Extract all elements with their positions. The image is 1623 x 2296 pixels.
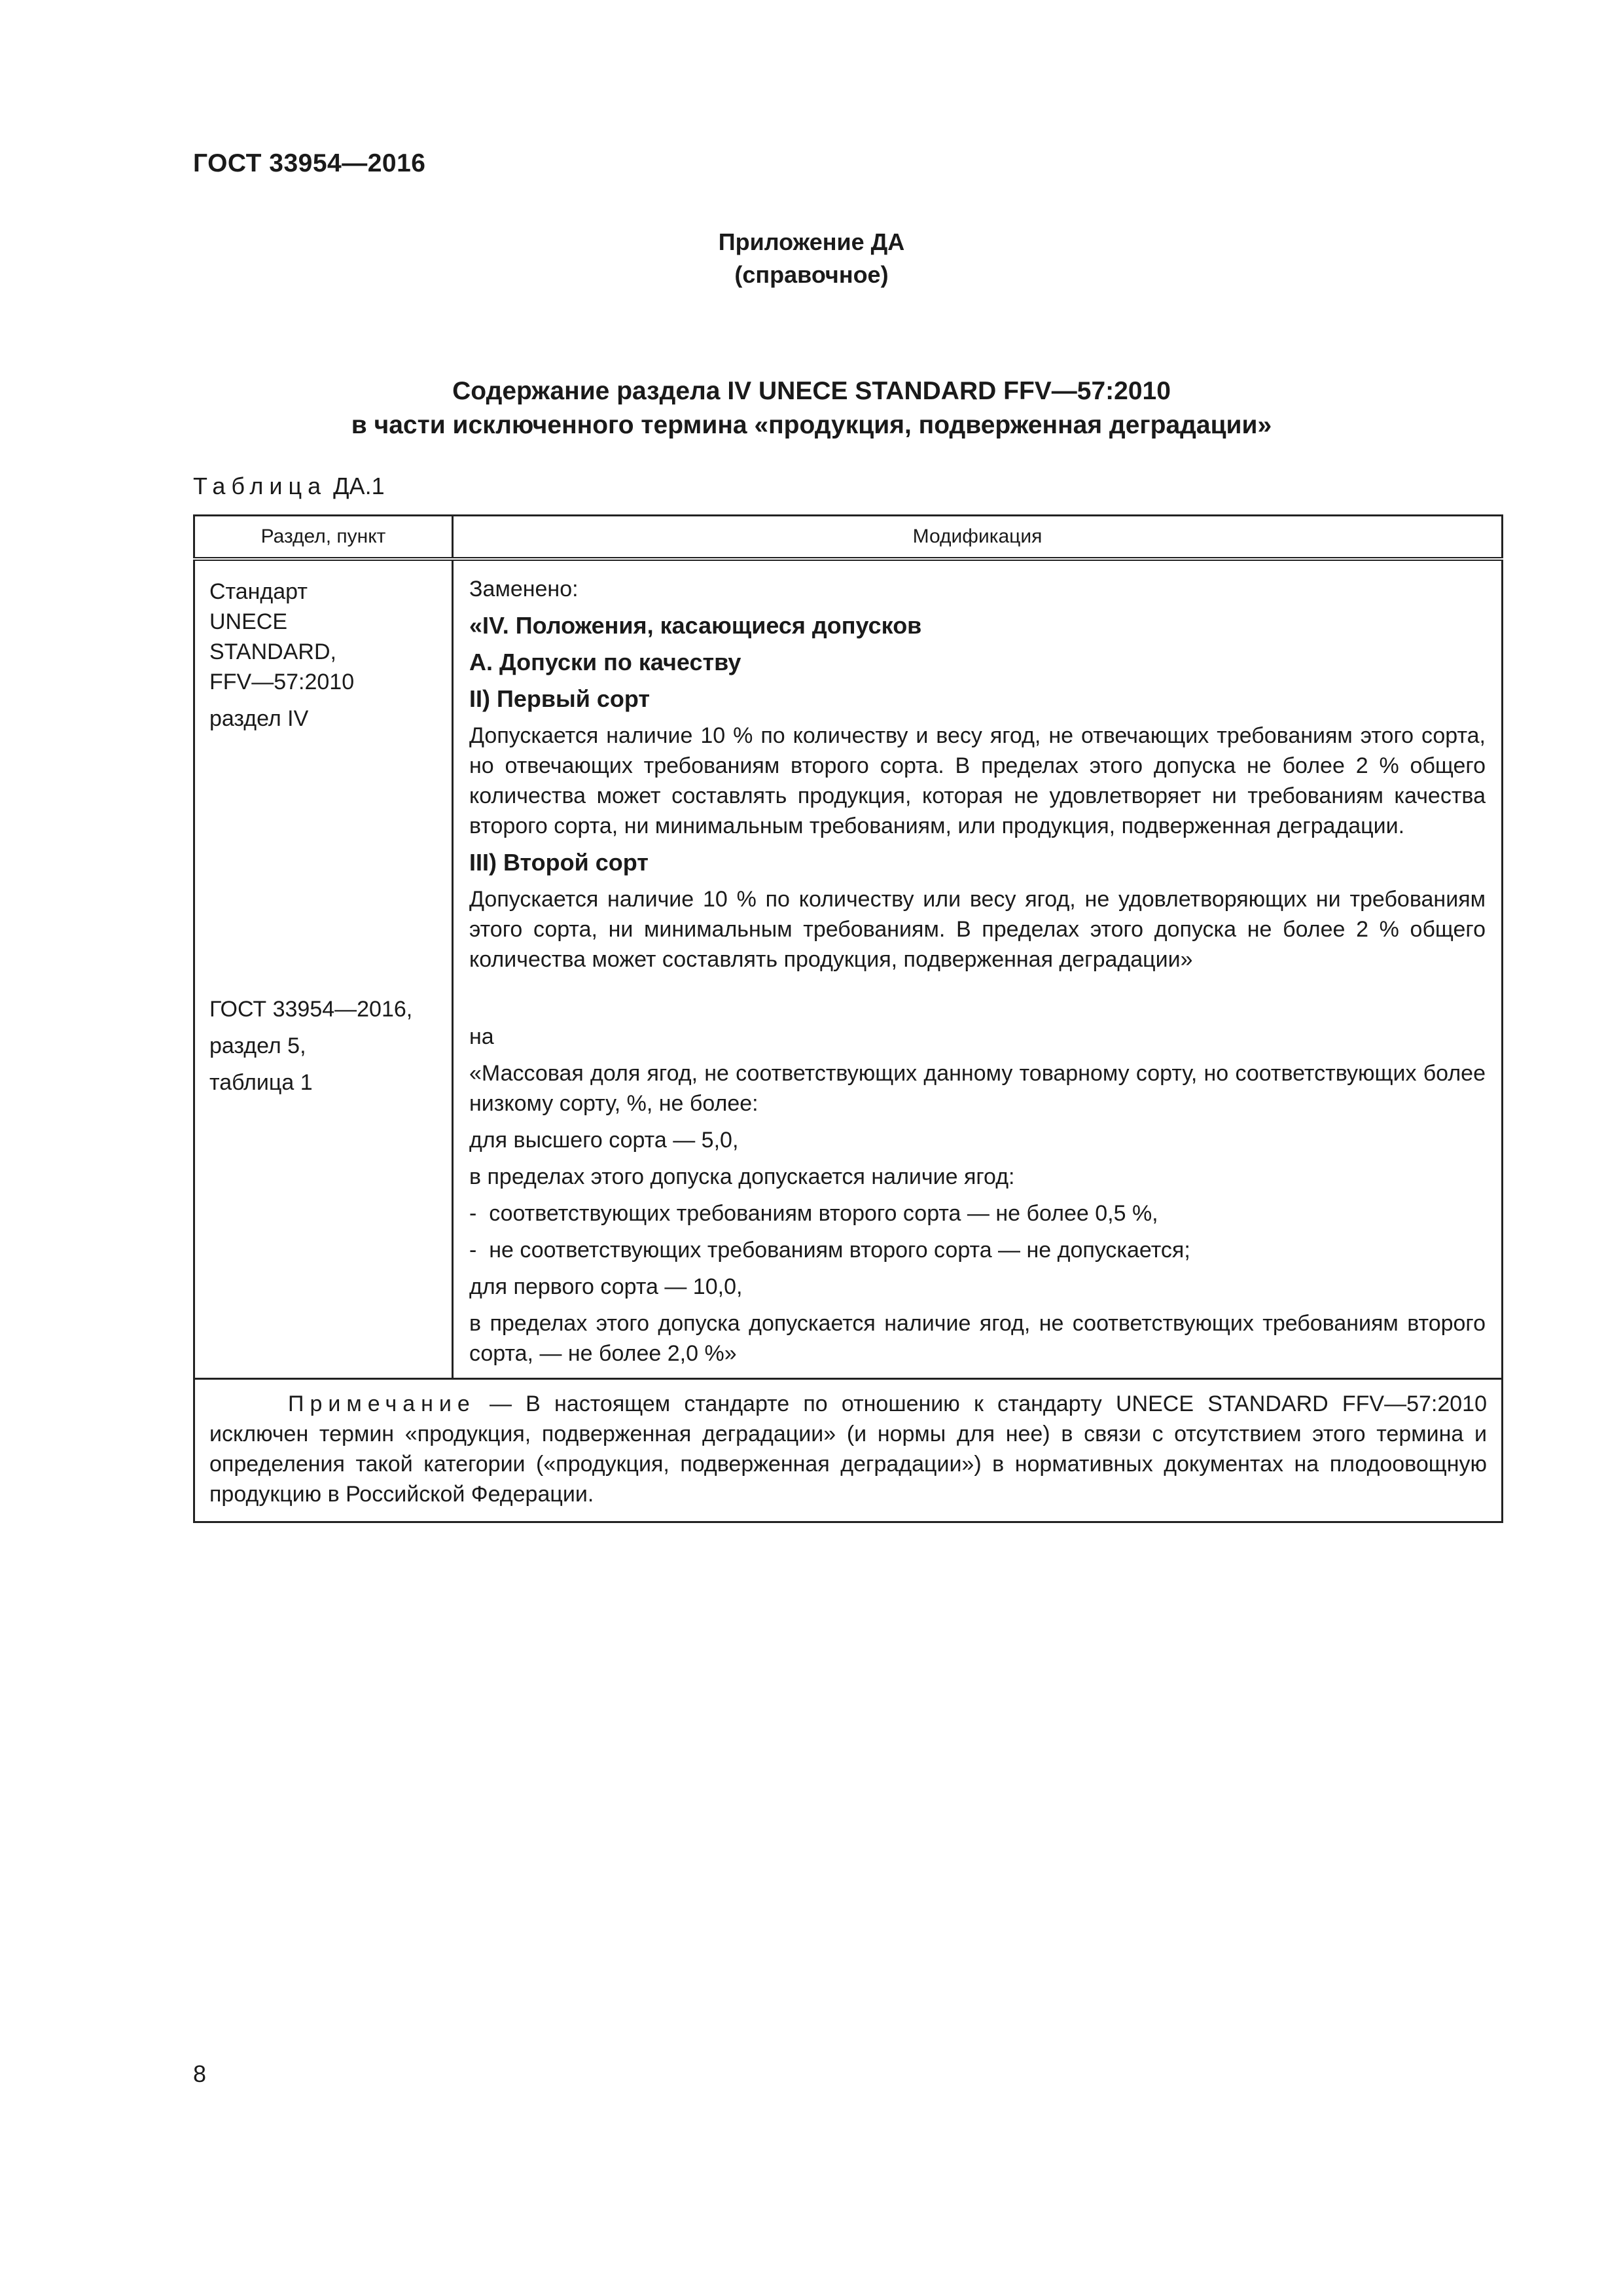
table-row xyxy=(194,559,1503,1379)
list-item: - соответствующих требованиям второго сорта — не более 0,5 %, xyxy=(469,1201,1158,1226)
first-class-tolerance-text: в пределах этого допуска допускается наличие ягод, не соответствующих требованиям второго сорта, — не более 2,0 %» xyxy=(469,1311,1486,1366)
list-item: в пределах этого допуска допускается наличие ягод: xyxy=(469,1164,1015,1189)
note-row xyxy=(194,1379,1503,1522)
table-caption-word: Таблица xyxy=(193,473,327,499)
page-number: 8 xyxy=(193,2060,207,2087)
section-ref-line: UNECE xyxy=(209,609,288,634)
replaced-label: Заменено: xyxy=(469,577,579,601)
table-caption xyxy=(193,473,385,500)
header-section: Раздел, пункт xyxy=(194,516,453,560)
mass-fraction-text: «Массовая доля ягод, не соответствующих данному товарному сорту, но соответствующих более низкому сорту, %, не более: xyxy=(469,1061,1486,1116)
list-item: - не соответствующих требованиям второго сорта — не допускается; xyxy=(469,1238,1190,1263)
list-item: для первого сорта — 10,0, xyxy=(469,1274,743,1299)
appendix-title: Приложение ДА xyxy=(718,228,905,255)
heading-second-class: III) Второй сорт xyxy=(469,849,649,876)
list-item: для высшего сорта — 5,0, xyxy=(469,1128,739,1153)
heading-quality-tolerances: А. Допуски по качеству xyxy=(469,649,741,675)
note-text: — В настоящем стандарте по отношению к стандарту UNECE STANDARD FFV—57:2010 исключен термин «продукция, подверженная деградации» (и нормы для нее) в связи с отсутствием этого термина и определения такой категории («продукция, подверженная деградации») в нормативных документах на плодоовощную продукцию в Российской Федерации. xyxy=(209,1391,1487,1507)
document-code: ГОСТ 33954—2016 xyxy=(193,149,426,177)
heading-first-class: II) Первый сорт xyxy=(469,685,651,712)
section-ref-line: Стандарт xyxy=(209,579,308,604)
note-cell xyxy=(194,1379,1503,1522)
appendix-subtitle: (справочное) xyxy=(734,261,889,288)
modification-table xyxy=(193,514,1503,1523)
section-ref-line: таблица 1 xyxy=(209,1070,313,1095)
second-class-text: Допускается наличие 10 % по количеству или весу ягод, не удовлетворяющих ни требованиям этого сорта, ни минимальным требованиям. В пределах этого допуска не более 2 % общего количества может составлять продукция, подверженная деградации» xyxy=(469,887,1486,972)
section-ref-line: раздел IV xyxy=(209,706,309,731)
heading-tolerances: «IV. Положения, касающиеся допусков xyxy=(469,612,922,639)
replacement-on-label: на xyxy=(469,1024,494,1049)
section-title xyxy=(0,374,1623,442)
table-caption-number: ДА.1 xyxy=(333,473,385,499)
first-class-text: Допускается наличие 10 % по количеству и весу ягод, не отвечающих требованиям этого сорта, но отвечающих требованиям второго сорта. В пределах этого допуска не более 2 % общего количества может составлять продукция, которая не удовлетворяет ни требованиям качества второго сорта, ни минимальным требованиям, или продукция, подверженная деградации. xyxy=(469,723,1486,838)
section-cell xyxy=(194,559,453,1379)
table-header-row xyxy=(194,516,1503,560)
section-ref-line: ГОСТ 33954—2016, xyxy=(209,997,413,1022)
section-title-line-2: в части исключенного термина «продукция, подверженная деградации» xyxy=(351,411,1272,439)
section-ref-line: FFV—57:2010 xyxy=(209,670,355,694)
header-modification: Модификация xyxy=(453,516,1503,560)
section-ref-line: STANDARD, xyxy=(209,639,336,664)
appendix-heading xyxy=(0,226,1623,291)
section-title-line-1: Содержание раздела IV UNECE STANDARD FFV—57:2010 xyxy=(452,377,1171,405)
section-ref-line: раздел 5, xyxy=(209,1033,306,1058)
modification-cell xyxy=(453,559,1503,1379)
note-label: Примечание xyxy=(288,1391,476,1416)
